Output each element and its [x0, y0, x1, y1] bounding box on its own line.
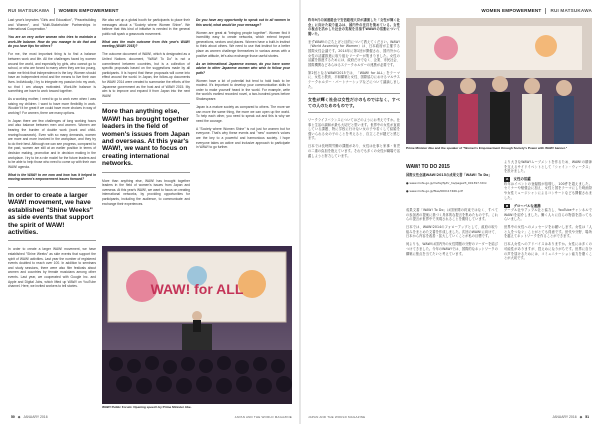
- todo-link[interactable]: ● www.mofa.go.jp/mofaj/fp/hr_ha/page23_001397.html: [406, 180, 487, 185]
- interview-question: What was the main outcome from this year's WAW! meeting (WAW! 2015)?: [102, 39, 190, 49]
- left-col-1: [8, 18, 96, 292]
- left-page-header: [8, 6, 119, 15]
- paragraph: 日本では、WAW!2014のフォローアップとして、政府の取り組みをまとめた文書を作成しました。次回のWAW!に向けて、日本から内容を改善・拡大していくことが私の目標です。: [406, 225, 498, 239]
- paragraph: As a working mother, I need to go to work even when I was raising my children. I want to have more flexibility in work. Wouldn't it be great if we could have more choices in way of working? For women, there are many options.: [8, 97, 96, 115]
- pull-quote: 女性が輝く社会は女性だけのものではなく、すべての人のためのものです。: [308, 93, 400, 113]
- todo-link-2[interactable]: www.mofa.go.jp/files/000117466.pdf: [409, 188, 463, 193]
- header-section: WOMEN EMPOWERMENT: [481, 8, 542, 13]
- box-label: A: [506, 177, 509, 182]
- lead-paragraph: 昨年9月の国連総会で安倍総理大臣が講演した「女性が輝く社会」に向けた取り組みは、国内外の注目を集めている。女性の視点を活かした社会の実現を目指すWAW!の活動について聞いた。: [308, 18, 400, 36]
- left-page-footer: [8, 415, 48, 419]
- todo-link-1[interactable]: www.mofa.go.jp/mofaj/fp/hr_ha/page23_001397.html: [409, 180, 487, 185]
- pull-quote: In order to create a larger WAW! movement, we have established "Shine Weeks" as side events that support the spirit of WAW! activities.: [8, 187, 96, 241]
- paragraph: A "Society where Women Shine" is not just for women but for everyone. That's why these events and "new" women's voices are the key to a powerful and harmonious society. I hope everyone takes an active and inclusive approach to participate in WAW! to go further.: [196, 126, 290, 150]
- paragraph: More than anything else, WAW! has brought together leaders in the field of women's issues from Japan and overseas. At this year's WAW!, we want to focus on creating international networks, by providing opportunities for participants, including the audience, to communicate and exchange their experiences.: [102, 178, 190, 206]
- right-page-header: [481, 6, 592, 15]
- paragraph: ワークライフバランスについてはどのようにお考えですか。仕事と生活の調和が最も大切だと思います。世界中の女性が直面している課題、特に学校に行けない女の子や若くして結婚を強いられる女の子のことを考えると、自立こそが鍵だと感じます。: [308, 118, 400, 141]
- sep-icon: ◆: [17, 415, 21, 419]
- issue-date: JANUARY 2016: [552, 415, 577, 419]
- header-separator: [545, 8, 546, 14]
- paragraph: 日本では長時間労働の課題があり、女性は仕事と家事・育児の二重の負担を抱えています。それでも多くの女性が職場で活躍しようと努力しています。: [308, 144, 400, 158]
- box-label: B: [506, 203, 509, 208]
- left-col-2: [102, 18, 190, 209]
- todo-box: [406, 160, 498, 196]
- right-page-footer: [552, 415, 592, 419]
- paragraph: グーグル社やアップル社と協力し、YouTubeチャンネルでWAW!を紹介しました。働く人々に自らの物語を語ってもらいました。: [504, 208, 592, 222]
- pull-quote: More than anything else, WAW! has brought together leaders in the field of women's issues from Japan and overseas. At this year's WAW!, we want to focus on creating international networks.: [102, 103, 190, 172]
- todo-subtitle: 国際女性会議WAW!2015の成果文書「WAW! To Do」: [406, 173, 492, 177]
- forum-photo: [102, 246, 292, 404]
- box-title-text: 女性の活躍: [513, 177, 531, 182]
- photo-caption: WAW! Public Forum: Opening speech by Prime Minister Abe.: [102, 405, 192, 409]
- paragraph: In Japan there are few challenges of long working hours and also balance between men and women. Women are bearing the burden of double work (work and child-rearing/housework). Even with so many demands, women are more and more involved in the workplace, and they try to do their best. Although we can see progress, compared to the past, women are still at an earlier position in terms of decision making, promotion and in decision making in the workplace. I try to be a role model for the future leaders and to be able to help those who need to come up with their own WAW! agenda.: [8, 118, 96, 169]
- paragraph: Japan is a mature society as compared to others. The more we can move the same thing, the more we can open up the world. To help each other, you need to speak out and this is why we need the courage.: [196, 105, 290, 123]
- interview-question: What is the WAW! to me now and how has it helped in moving women's empowerment issues forward?: [8, 172, 96, 182]
- paragraph: 成果文書「WAW! To Do」は国家間の約束ではなく、すべての参加者の提案に基づく具体的な提言を集めたものです。これらの提言が世界中で実現されることを期待しています。: [406, 208, 498, 222]
- paragraph: 昨年はイベントの登録数が倍増し、100件を超えました。セミナーや勉強会に加え、女性と国をテーマにした映画祭や女性ミュージシャンによるコンサートなども開催されました。: [504, 181, 592, 200]
- header-separator: [54, 8, 55, 14]
- paragraph: The outcome document of WAW!, which is designated as a United Nations document, "WAW! To Do" is not a commitment between countries, but is a collection of specific proposals based on the suggestions made by all participants. It is hoped that these proposals will come into effect around the world. In Japan, the follow-up documents for WAW! 2014 were created to summarize the efforts of the Japanese government as the host and of WAW! 2015. My aim is to improve and expand it from Japan into the next WAW!: [102, 52, 190, 98]
- header-section: WOMEN EMPOWERMENT: [58, 8, 119, 13]
- page-number: 50: [11, 415, 15, 419]
- photo-caption: Prime Minister Abe and the speaker of "Women's Empowerment through Society's Power with WAW! banner.": [406, 146, 568, 150]
- paragraph: Women have a lot of potential but tend to hold back to be modest. It's important to develop your communication skills in order to make yourself heard in the world. For example, write the world's earliest recorded novel, a two-hundred-years before Shakespeare.: [196, 78, 290, 102]
- right-footer-magazine: [308, 415, 365, 419]
- paragraph: Last year's keynotes "Girls and Education", "Peacebuilding and Women", and "Multi-Stakeholder Partnerships in International Cooperation.": [8, 18, 96, 32]
- right-col-3: [504, 160, 592, 264]
- paragraph: Women are great at "bringing people together". Women find it incredibly easy to create networks, which extend beyond generations, sectors and places. Women have a built-in instinct to think about others. We need to use that instinct for a better place as women challenge themselves in various areas with a positive attitude, let's also exchange those useful stories.: [196, 30, 290, 58]
- page-number: 51: [585, 415, 589, 419]
- interview-question: As an international Japanese woman, do you have some advice to other Japanese women who wish to follow your path?: [196, 61, 290, 75]
- todo-link[interactable]: ● www.mofa.go.jp/files/000117466.pdf: [406, 188, 463, 193]
- left-footer-magazine: [235, 415, 292, 419]
- paragraph: 世界中の女性へのメッセージをお願いします。女性は「人と人をつなぐ」ことがとても得意です。世代や分野、場所を越えてネットワークを作ることができます。: [504, 225, 592, 239]
- magazine-name: JAPAN AND THE WORLD MAGAZINE: [308, 415, 366, 419]
- header-author: RUI MATSUKAWA: [8, 8, 50, 13]
- right-col-2: [406, 208, 498, 260]
- right-page: [300, 0, 600, 424]
- paragraph: まずWAW!の立ち上げと目的について教えてください。WAW!（World Assembly for Women）は、日本政府が主催する国際女性会議です。2014年に第1回が開催され、国内外から女性の活躍推進に取り組むリーダーが集まりました。女性の活躍を推進するためには、政府だけでなく、企業、市民社会、国際機関などあらゆるステークホルダーの連携が必要です。: [308, 39, 400, 67]
- magazine-name: JAPAN AND THE WORLD MAGAZINE: [234, 415, 292, 419]
- right-col-1: [308, 18, 400, 162]
- header-author: RUI MATSUKAWA: [550, 8, 592, 13]
- paragraph: 第2回となるWAW!2015では、「WAW! for ALL」をテーマに、女性と教育、平和構築と女性、国際協力におけるマルチステークホルダー・パートナーシップなどについて議論しました。: [308, 70, 400, 89]
- paragraph: In order to create a larger WAW! movement, we have established "Shine Weeks" as side events that support the spirit of WAW! activities. Last year the number of registered events doubled to reach over 100. In addition to seminars and study sessions, there were also film festivals about women and countries by female musicians among other events. Last year, we cooperated with Google Inc. and Apple and Digital Jobs, which lifted up WAW! on YouTube channel. Here, we invited workers to tell stories.: [8, 247, 96, 289]
- photo-banner-text: WAW! for ALL: [150, 281, 244, 297]
- paragraph: より大きなWAW!ムーブメントを作るため、WAW!の精神を支えるサイドイベントとして「シャイン・ウィークス」を設けました。: [504, 160, 592, 174]
- interview-question: Do you have any opportunity to speak out to all women in this world, what would be your message?: [196, 18, 290, 27]
- sep-icon: ◆: [579, 415, 583, 419]
- interview-question: You are an very active woman who tries to maintain a work-life balance. How do you manage to do that and do you have tips for others?: [8, 35, 96, 49]
- paragraph: For me, the most important thing is to find a balance between work and life. All the challenges faced by women around the world, and especially by girls, who cannot go to school, or who are forced to marry when they are too young, make me think that independence is the key. Women should have an independent mind and the means to live their own lives. Individually, I try to integrate my passion into my work, so that I am always motivated. Work-life balance is something we have to work toward together.: [8, 52, 96, 94]
- abe-photo: [406, 18, 592, 144]
- left-col-3: [196, 18, 290, 153]
- paragraph: 日本人女性へのアドバイスはありますか。女性には多くの可能性がありますが、控えめになりがちです。世界に自分の声を届けるためには、コミュニケーション能力を磨くことが大切です。: [504, 242, 592, 261]
- issue-date: JANUARY 2016: [23, 415, 48, 419]
- todo-title: WAW! TO DO 2015: [406, 164, 450, 170]
- box-title-text: グローバルな連携: [513, 203, 541, 208]
- paragraph: We also set up a global booth for participants to place their messages about a "Society where Women Shine". We believe that this kind of initiative is needed in the general public will spark a grassroots movement.: [102, 18, 190, 36]
- paragraph: 何よりも、WAW!は国内外の女性問題の分野のリーダーを結びつけてきました。今年のWAW!では、国際的なネットワークの構築に焦点を当てたいと考えています。: [406, 242, 498, 256]
